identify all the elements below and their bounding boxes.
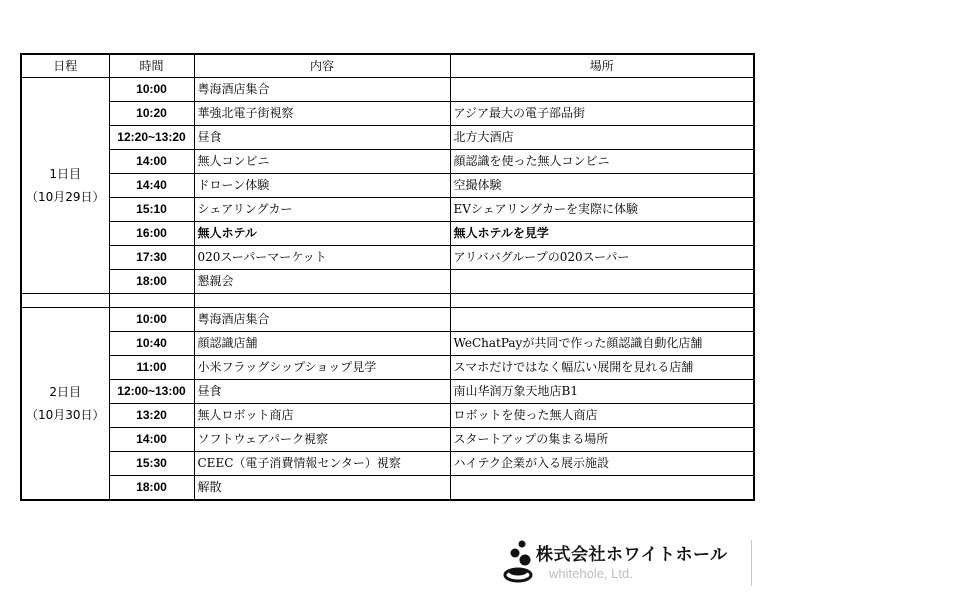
day2-date: （10月30日） bbox=[25, 407, 105, 422]
place-cell bbox=[450, 270, 754, 294]
place-cell: アジア最大の電子部品街 bbox=[450, 102, 754, 126]
company-logo bbox=[503, 535, 733, 587]
content-cell: シェアリングカー bbox=[194, 198, 450, 222]
place-cell: ロボットを使った無人商店 bbox=[450, 404, 754, 428]
time-cell: 14:00 bbox=[109, 150, 194, 174]
table-row bbox=[21, 308, 754, 332]
time-cell: 15:10 bbox=[109, 198, 194, 222]
header-time: 時間 bbox=[109, 54, 194, 78]
time-cell: 13:20 bbox=[109, 404, 194, 428]
time-cell: 10:40 bbox=[109, 332, 194, 356]
content-cell: 無人ロボット商店 bbox=[194, 404, 450, 428]
time-cell: 14:00 bbox=[109, 428, 194, 452]
table-row bbox=[21, 476, 754, 501]
time-cell: 18:00 bbox=[109, 476, 194, 501]
divider bbox=[751, 540, 752, 586]
table-row bbox=[21, 102, 754, 126]
day2-label: 2日目 bbox=[49, 384, 82, 399]
content-cell: 華強北電子街視察 bbox=[194, 102, 450, 126]
content-cell: 昼食 bbox=[194, 380, 450, 404]
content-cell: ドローン体験 bbox=[194, 174, 450, 198]
content-cell: 粤海酒店集合 bbox=[194, 308, 450, 332]
content-cell: 解散 bbox=[194, 476, 450, 501]
time-cell: 14:40 bbox=[109, 174, 194, 198]
content-cell: 020スーパーマーケット bbox=[194, 246, 450, 270]
place-cell: WeChatPayが共同で作った顔認識自動化店舗 bbox=[450, 332, 754, 356]
place-cell: スマホだけではなく幅広い展開を見れる店舗 bbox=[450, 356, 754, 380]
place-cell bbox=[450, 476, 754, 501]
content-cell: 昼食 bbox=[194, 126, 450, 150]
place-cell bbox=[450, 78, 754, 102]
content-cell: CEEC（電子消費情報センター）視察 bbox=[194, 452, 450, 476]
header-content: 内容 bbox=[194, 54, 450, 78]
table-row bbox=[21, 356, 754, 380]
time-cell: 10:00 bbox=[109, 78, 194, 102]
content-cell: 顔認識店舗 bbox=[194, 332, 450, 356]
place-cell: 無人ホテルを見学 bbox=[450, 222, 754, 246]
time-cell: 18:00 bbox=[109, 270, 194, 294]
table-row bbox=[21, 380, 754, 404]
table-row bbox=[21, 126, 754, 150]
place-cell: スタートアップの集まる場所 bbox=[450, 428, 754, 452]
place-cell: 顔認識を使った無人コンビニ bbox=[450, 150, 754, 174]
table-row bbox=[21, 246, 754, 270]
place-cell: 南山华润万象天地店B1 bbox=[450, 380, 754, 404]
place-cell: 北方大酒店 bbox=[450, 126, 754, 150]
table-row bbox=[21, 174, 754, 198]
table-row bbox=[21, 332, 754, 356]
day2-date-cell bbox=[21, 308, 109, 501]
header-date: 日程 bbox=[21, 54, 109, 78]
header-place: 場所 bbox=[450, 54, 754, 78]
day1-label: 1日目 bbox=[49, 166, 82, 181]
day1-date-cell bbox=[21, 78, 109, 294]
company-subtitle: whitehole, Ltd. bbox=[549, 566, 633, 581]
header-row bbox=[21, 54, 754, 78]
place-cell bbox=[450, 308, 754, 332]
time-cell: 10:20 bbox=[109, 102, 194, 126]
content-cell: 無人コンビニ bbox=[194, 150, 450, 174]
time-cell: 15:30 bbox=[109, 452, 194, 476]
place-cell: ハイテク企業が入る展示施設 bbox=[450, 452, 754, 476]
table-row bbox=[21, 150, 754, 174]
place-cell: EVシェアリングカーを実際に体験 bbox=[450, 198, 754, 222]
table-row bbox=[21, 452, 754, 476]
content-cell: ソフトウェアパーク視察 bbox=[194, 428, 450, 452]
schedule-table bbox=[20, 53, 755, 501]
table-row bbox=[21, 78, 754, 102]
table-row bbox=[21, 198, 754, 222]
table-row bbox=[21, 428, 754, 452]
spacer-row bbox=[21, 294, 754, 308]
day1-date: （10月29日） bbox=[25, 189, 105, 204]
content-cell: 小米フラッグシップショップ見学 bbox=[194, 356, 450, 380]
time-cell: 16:00 bbox=[109, 222, 194, 246]
time-cell: 17:30 bbox=[109, 246, 194, 270]
table-row bbox=[21, 270, 754, 294]
content-cell: 懇親会 bbox=[194, 270, 450, 294]
content-cell: 粤海酒店集合 bbox=[194, 78, 450, 102]
content-cell: 無人ホテル bbox=[194, 222, 450, 246]
time-cell: 11:00 bbox=[109, 356, 194, 380]
table-row bbox=[21, 222, 754, 246]
table-row bbox=[21, 404, 754, 428]
time-cell: 12:20~13:20 bbox=[109, 126, 194, 150]
place-cell: 空撮体験 bbox=[450, 174, 754, 198]
time-cell: 12:00~13:00 bbox=[109, 380, 194, 404]
place-cell: アリババグループの020スーパー bbox=[450, 246, 754, 270]
company-name: 株式会社ホワイトホール bbox=[536, 545, 728, 565]
time-cell: 10:00 bbox=[109, 308, 194, 332]
